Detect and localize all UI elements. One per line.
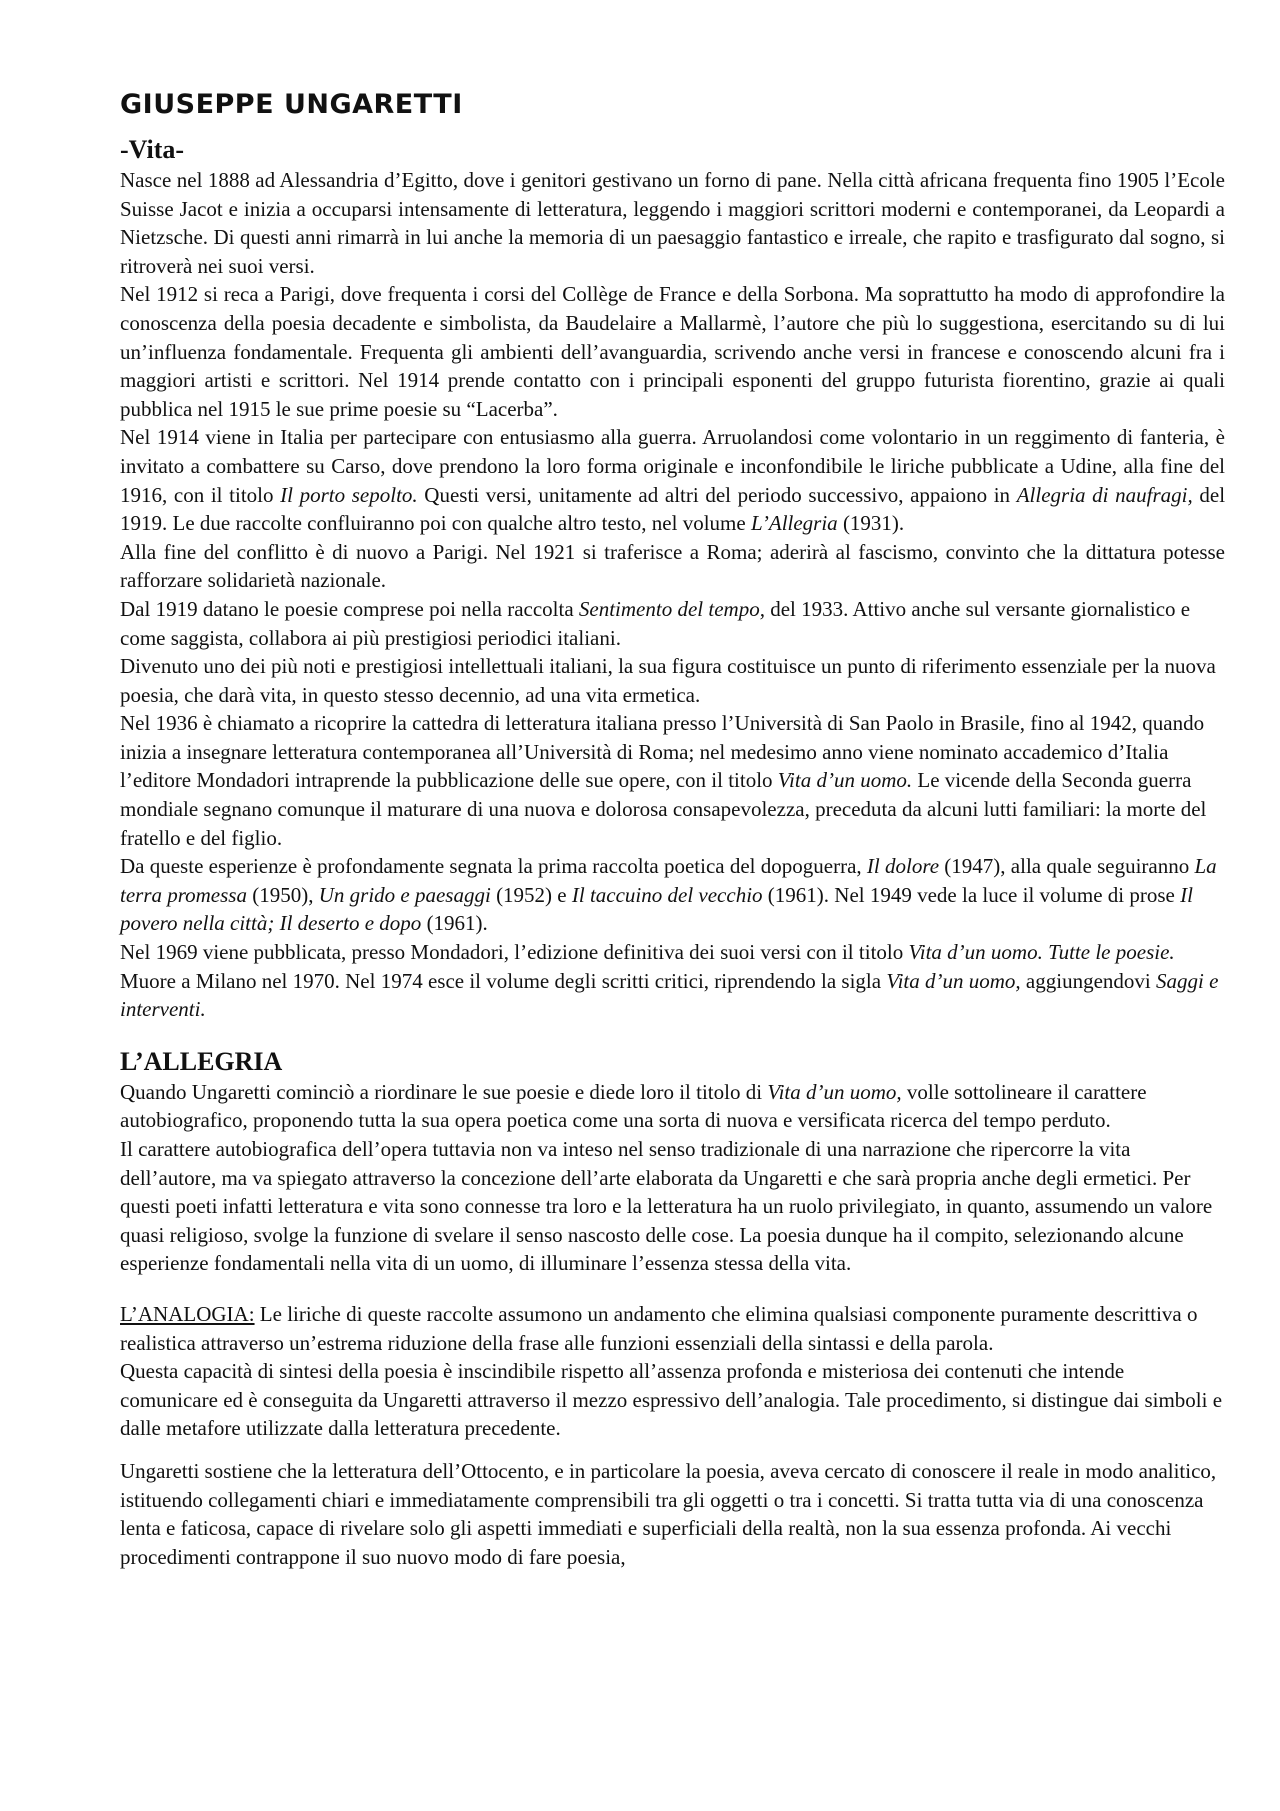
allegria-paragraph-1 <box>120 1078 1225 1135</box>
vita-paragraph-3 <box>120 423 1225 537</box>
allegria-paragraph-2: Il carattere autobiografica dell’opera tuttavia non va inteso nel senso tradizionale di una narrazione che ripercorre la vita dell’autore, ma va spiegato attraverso la concezione dell’arte elaborata da Ungaretti e che sarà propria anche degli ermetici. Per questi poeti infatti letteratura e vita sono connesse tra loro e la letteratura ha un ruolo privilegiato, in quanto, assumendo un valore quasi religioso, svolge la funzione di svelare il senso nascosto delle cose. La poesia dunque ha il compito, selezionando alcune esperienze fondamentali nella vita di un uomo, di illuminare l’essenza stessa della vita. <box>120 1137 1213 1276</box>
allegria-paragraph-5: Ungaretti sostiene che la letteratura dell’Ottocento, e in particolare la poesia, aveva cercato di conoscere il reale in modo analitico, istituendo collegamenti chiari e immediatamente comprensibili tra gli oggetti o tra i concetti. Si tratta tutta via di una conoscenza lenta e faticosa, capace di rivelare solo gli aspetti immediati e superficiali della realtà, non la sua essenza profonda. Ai vecchi procedimenti contrappone il suo nuovo modo di fare poesia, <box>120 1458 1217 1569</box>
text-run: Da queste esperienze è profondamente segnata la prima raccolta poetica del dopoguerra, <box>120 854 867 879</box>
book-title: Vita d’un uomo. <box>777 768 913 793</box>
book-title: Un grido e paesaggi <box>318 882 491 907</box>
text-run: (1947), alla quale seguiranno <box>939 854 1195 879</box>
text-run: Quando Ungaretti cominciò a riordinare le sue poesie e diede loro il titolo di <box>120 1079 768 1104</box>
text-run: (1961). <box>421 911 488 936</box>
text-run: del 1933. Attivo anche sul versante giornalistico e come saggista, collabora ai più prestigiosi periodici italiani. <box>120 596 1191 650</box>
vita-paragraph-1: Nasce nel 1888 ad Alessandria d’Egitto, dove i genitori gestivano un forno di pane. Nella città africana frequenta fino 1905 l’Ecole Suisse Jacot e inizia a occuparsi intensamente di letteratura, leggendo i maggiori scrittori moderni e contemporanei, da Leopardi a Nietzsche. Di questi anni rimarrà in lui anche la memoria di un paesaggio fantastico e irreale, che rapito e trasfigurato dal sogno, si ritroverà nei suoi versi. <box>120 168 1225 278</box>
book-title: Vita d’un uomo, <box>886 968 1021 993</box>
text-run: Nel 1914 viene in Italia per partecipare con entusiasmo alla guerra. Arruolandosi come volontario in un reggimento di fanteria, è invitato a combattere su Carso, dove prendono la loro forma originale e inconfondibile le liriche pubblicate a Udine, alla fine del 1916, con il titolo <box>120 425 1225 507</box>
book-title: Il taccuino del vecchio <box>571 882 763 907</box>
vita-paragraph-8 <box>120 852 1225 938</box>
text-run: Muore a Milano nel 1970. Nel 1974 esce il volume degli scritti critici, riprendendo la sigla <box>120 968 887 993</box>
book-title: Il porto sepolto. <box>280 482 418 507</box>
vita-paragraph-9 <box>120 938 1225 1024</box>
text-run: (1952) e <box>490 882 572 907</box>
book-title: Allegria di naufragi, <box>1016 482 1193 507</box>
section-heading-vita: -Vita- <box>120 135 185 164</box>
text-run: Le liriche di queste raccolte assumono un andamento che elimina qualsiasi componente puramente descrittiva o realistica attraverso un’estrema riduzione della frase alle funzioni essenziali della sintassi e della parola. <box>120 1301 1198 1355</box>
text-run: (1931). <box>837 511 905 536</box>
text-run: aggiungendovi <box>1020 968 1156 993</box>
book-title: Saggi e interventi. <box>120 968 1219 1022</box>
book-title: Il povero nella città; Il deserto e dopo <box>120 882 1193 936</box>
text-run: Questi versi, unitamente ad altri del periodo successivo, appaiono in <box>417 482 1017 507</box>
text-run: (1961). Nel 1949 vede la luce il volume di prose <box>762 882 1181 907</box>
vita-paragraph-2: Nel 1912 si reca a Parigi, dove frequenta i corsi del Collège de France e della Sorbona. Ma soprattutto ha modo di approfondire la conoscenza della poesia decadente e simbolista, da Baudelaire a Mallarmè, l’autore che più lo suggestiona, esercitando su di lui un’influenza fondamentale. Frequenta gli ambienti dell’avanguardia, scrivendo anche versi in francese e conoscendo alcuni fra i maggiori artisti e scrittori. Nel 1914 prende contatto con i principali esponenti del gruppo futurista fiorentino, grazie ai quali pubblica nel 1915 le sue prime poesie su “Lacerba”. <box>120 282 1225 421</box>
book-title: L’Allegria <box>750 511 838 536</box>
document-page <box>120 88 1225 1571</box>
text-run: Nel 1969 viene pubblicata, presso Mondadori, l’edizione definitiva dei suoi versi con il titolo <box>120 940 909 965</box>
text-run: volle sottolineare il carattere autobiografico, proponendo tutta la sua opera poetica come una sorta di nuova e versificata ricerca del tempo perduto. <box>120 1079 1147 1133</box>
vita-paragraph-7 <box>120 709 1225 852</box>
book-title: Il dolore <box>866 854 940 879</box>
analogia-label: L’ANALOGIA: <box>120 1301 255 1326</box>
book-title: Sentimento del tempo, <box>578 596 765 621</box>
analogia-paragraph <box>120 1300 1225 1357</box>
vita-paragraph-6: Divenuto uno dei più noti e prestigiosi intellettuali italiani, la sua figura costituisce un punto di riferimento essenziale per la nuova poesia, che darà vita, in questo stesso decennio, ad una vita ermetica. <box>120 654 1216 707</box>
section-heading-allegria: L’ALLEGRIA <box>120 1046 283 1076</box>
text-run: Dal 1919 datano le poesie comprese poi nella raccolta <box>120 596 579 621</box>
text-run: Nel 1936 è chiamato a ricoprire la cattedra di letteratura italiana presso l’Università di San Paolo in Brasile, fino al 1942, quando inizia a insegnare letteratura contemporanea all’Università di Roma; nel medesimo anno viene nominato accademico d’Italia l’editore Mondadori intraprende la pubblicazione delle sue opere, con il titolo <box>120 711 1205 793</box>
text-run: (1950), <box>246 882 319 907</box>
book-title: Vita d’un uomo. Tutte le poesie. <box>908 940 1175 965</box>
book-title: La terra promessa <box>120 854 1217 907</box>
allegria-paragraph-4: Questa capacità di sintesi della poesia è inscindibile rispetto all’assenza profonda e misteriosa dei contenuti che intende comunicare ed è conseguita da Ungaretti attraverso il mezzo espressivo dell’analogia. Tale procedimento, si distingue dai simboli e dalle metafore utilizzate dalla letteratura precedente. <box>120 1359 1223 1441</box>
vita-paragraph-5 <box>120 595 1225 652</box>
document-title: GIUSEPPE UNGARETTI <box>120 89 463 120</box>
book-title: Vita d’un uomo, <box>767 1079 902 1104</box>
text-run: Le vicende della Seconda guerra mondiale segnano comunque il maturare di una nuova e dolorosa consapevolezza, preceduta da alcuni lutti familiari: la morte del fratello e del figlio. <box>120 768 1207 850</box>
text-run: del 1919. Le due raccolte confluiranno poi con qualche altro testo, nel volume <box>120 482 1226 536</box>
vita-paragraph-4: Alla fine del conflitto è di nuovo a Parigi. Nel 1921 si traferisce a Roma; aderirà al fascismo, convinto che la dittatura potesse rafforzare solidarietà nazionale. <box>120 539 1225 593</box>
